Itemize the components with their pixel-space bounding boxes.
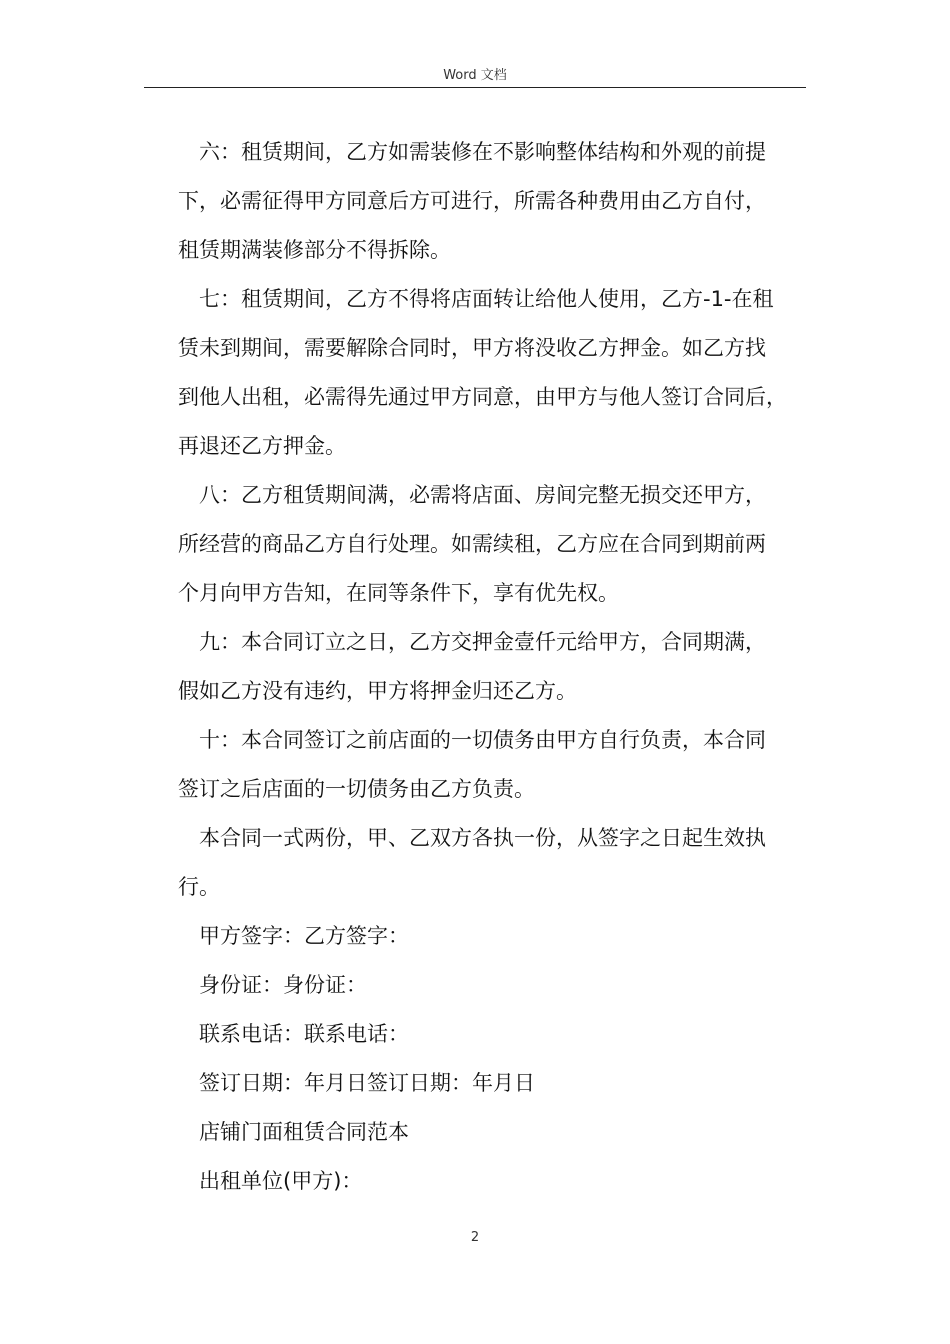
text-line: 十：本合同签订之前店面的一切债务由甲方自行负责，本合同 xyxy=(199,728,766,752)
text-line: 甲方签字：乙方签字： xyxy=(199,924,409,948)
sign-date-line xyxy=(178,1059,818,1108)
text-line: 再退还乙方押金。 xyxy=(178,434,346,458)
signature-line xyxy=(178,912,818,961)
text-line: 联系电话：联系电话： xyxy=(199,1022,409,1046)
id-card-line xyxy=(178,961,818,1010)
clause-ten xyxy=(178,716,818,814)
text-line: 店铺门面租赁合同范本 xyxy=(199,1120,409,1144)
text-line: 身份证：身份证： xyxy=(199,973,367,997)
text-line: 假如乙方没有违约，甲方将押金归还乙方。 xyxy=(178,679,577,703)
text-line: 九：本合同订立之日，乙方交押金壹仟元给甲方，合同期满， xyxy=(199,630,766,654)
document-body xyxy=(178,128,818,1206)
page-header-title: Word 文档 xyxy=(443,68,507,83)
clause-six xyxy=(178,128,818,275)
text-line: 赁未到期间，需要解除合同时，甲方将没收乙方押金。如乙方找 xyxy=(178,336,766,360)
text-line: 个月向甲方告知，在同等条件下，享有优先权。 xyxy=(178,581,619,605)
text-line: 行。 xyxy=(178,875,220,899)
text-line: 本合同一式两份，甲、乙双方各执一份，从签字之日起生效执 xyxy=(199,826,766,850)
text-line: 签订之后店面的一切债务由乙方负责。 xyxy=(178,777,535,801)
text-line: 下，必需征得甲方同意后方可进行，所需各种费用由乙方自付， xyxy=(178,189,766,213)
text-line: 签订日期：年月日签订日期：年月日 xyxy=(199,1071,535,1095)
header-divider xyxy=(144,87,806,88)
clause-seven xyxy=(178,275,818,471)
text-line: 到他人出租，必需得先通过甲方同意，由甲方与他人签订合同后， xyxy=(178,385,787,409)
lessor-line xyxy=(178,1157,818,1206)
text-line: 七：租赁期间，乙方不得将店面转让给他人使用，乙方-1-在租 xyxy=(199,287,774,311)
clause-eight xyxy=(178,471,818,618)
text-line: 租赁期满装修部分不得拆除。 xyxy=(178,238,451,262)
text-line: 六：租赁期间，乙方如需装修在不影响整体结构和外观的前提 xyxy=(199,140,766,164)
clause-nine xyxy=(178,618,818,716)
text-line: 八：乙方租赁期间满，必需将店面、房间完整无损交还甲方， xyxy=(199,483,766,507)
phone-line xyxy=(178,1010,818,1059)
text-line: 出租单位(甲方)： xyxy=(199,1169,363,1193)
contract-template-title xyxy=(178,1108,818,1157)
text-line: 所经营的商品乙方自行处理。如需续租，乙方应在合同到期前两 xyxy=(178,532,766,556)
page-number: 2 xyxy=(470,1230,480,1245)
contract-copies-clause xyxy=(178,814,818,912)
